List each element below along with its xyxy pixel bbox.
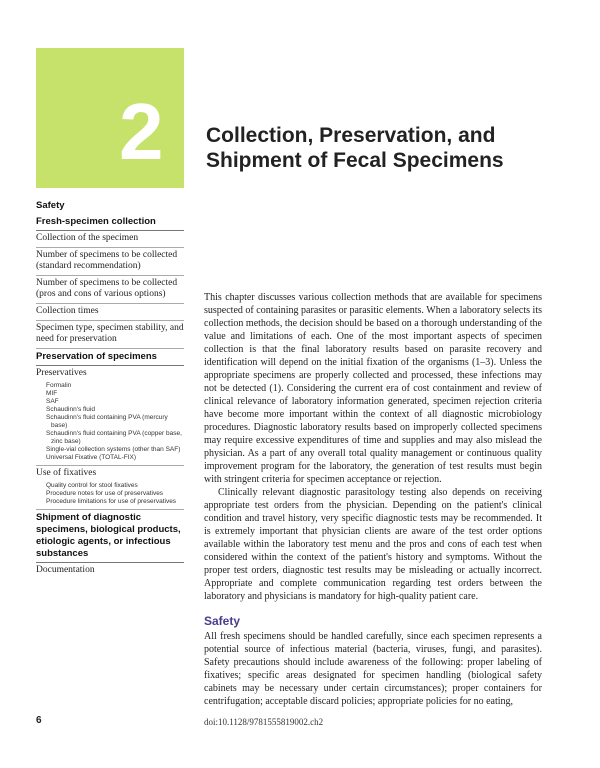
toc-section-shipment[interactable]: Shipment of diagnostic specimens, biological products, etiologic agents, or infectious substances bbox=[36, 510, 184, 563]
toc-subitem[interactable]: Quality control for stool fixatives bbox=[46, 482, 138, 489]
toc-preservatives-group bbox=[36, 366, 184, 466]
toc-item-documentation[interactable]: Documentation bbox=[36, 565, 95, 575]
toc-item-fixatives[interactable]: Use of fixatives bbox=[36, 468, 97, 478]
toc-subitem[interactable]: Single-vial collection systems (other than SAF) bbox=[46, 446, 181, 453]
toc-section-preservation[interactable]: Preservation of specimens bbox=[36, 349, 184, 366]
toc-item-preservatives[interactable]: Preservatives bbox=[36, 368, 87, 378]
toc-item[interactable]: Collection times bbox=[36, 304, 184, 321]
paragraph: This chapter discusses various collection methods that are available for specimens suspected of containing parasites or parasitic elements. When a laboratory selects its collection methods, the decision should be based on a thorough understanding of the value and limitations of each. One of the most important aspects of specimen collection is that the final laboratory results based on parasite recovery and identification will depend on the initial fixation of the organisms (1–3). Unless the appropriate specimens are properly collected and processed, these infections may not be detected (1). Considering the current era of cost containment and review of clinical relevance of laboratory information generated, specimen rejection criteria have become more important within the context of all diagnostic microbiology procedures. Diagnostic laboratory results based on improperly collected specimens may require excessive expenditures of time and supplies and may also mislead the physician. As a part of any overall total quality management or continuous quality improvement program for the laboratory, the generation of test results must begin with stringent criteria for specimen acceptance or rejection. bbox=[204, 292, 542, 485]
chapter-title bbox=[206, 123, 586, 173]
chapter-number: 2 bbox=[119, 87, 164, 176]
toc-item[interactable]: Number of specimens to be collected (pros and cons of various options) bbox=[36, 276, 184, 304]
toc-item[interactable]: Collection of the specimen bbox=[36, 231, 184, 248]
toc-fixatives-group bbox=[36, 466, 184, 510]
chapter-title-line-2: Shipment of Fecal Specimens bbox=[206, 149, 504, 172]
paragraph: Clinically relevant diagnostic parasitology testing also depends on receiving appropriate test orders from the physician. Depending on the patient's clinical condition and travel history, very specific diagnostic tests may be recommended. It is extremely important that physician clients are aware of the test order options available within the laboratory test menu and the pros and cons of each test when considered within the context of the patient's history and symptoms. Without the proper test orders, diagnostic test results may be misleading or actually incorrect. Appropriate and complete communication regarding test orders between the laboratory and physicians is mandatory for high-quality patient care. bbox=[204, 487, 542, 602]
toc-section-fresh-collection[interactable]: Fresh-specimen collection bbox=[36, 214, 184, 231]
toc-subitem[interactable]: SAF bbox=[46, 398, 59, 405]
chapter-intro bbox=[204, 291, 542, 603]
toc-subitem[interactable]: Procedure notes for use of preservatives bbox=[46, 490, 164, 497]
toc-item[interactable]: Specimen type, specimen stability, and need for preservation bbox=[36, 321, 184, 349]
toc-subitem[interactable]: MIF bbox=[46, 390, 58, 397]
toc-section-safety[interactable]: Safety bbox=[36, 200, 65, 211]
toc-subitem[interactable]: Procedure limitations for use of preservatives bbox=[46, 498, 177, 505]
doi-link[interactable]: doi:10.1128/9781555819002.ch2 bbox=[204, 717, 324, 727]
chapter-outline bbox=[36, 198, 184, 579]
safety-paragraph: All fresh specimens should be handled carefully, since each specimen represents a potential source of infectious material (bacteria, viruses, fungi, and parasites). Safety precautions should include awareness of the following: proper labeling of fixatives; specific areas designated for specimen handling (biological safety cabinets may be necessary under certain circumstances); proper containers for centrifugation; acceptable discard policies; appropriate policies for no eating, bbox=[204, 631, 542, 707]
section-heading-safety: Safety bbox=[204, 614, 241, 628]
toc-item[interactable]: Number of specimens to be collected (standard recommendation) bbox=[36, 248, 184, 276]
toc-subitem[interactable]: Schaudinn's fluid containing PVA (copper base, zinc base) bbox=[46, 430, 182, 445]
chapter-title-line-1: Collection, Preservation, and bbox=[206, 124, 496, 147]
toc-subitem[interactable]: Universal Fixative (TOTAL-FIX) bbox=[46, 454, 137, 461]
page-number: 6 bbox=[36, 715, 42, 726]
toc-subitem[interactable]: Schaudinn's fluid bbox=[46, 406, 95, 413]
toc-subitem[interactable]: Schaudinn's fluid containing PVA (mercury base) bbox=[46, 414, 168, 429]
toc-subitem[interactable]: Formalin bbox=[46, 382, 72, 389]
